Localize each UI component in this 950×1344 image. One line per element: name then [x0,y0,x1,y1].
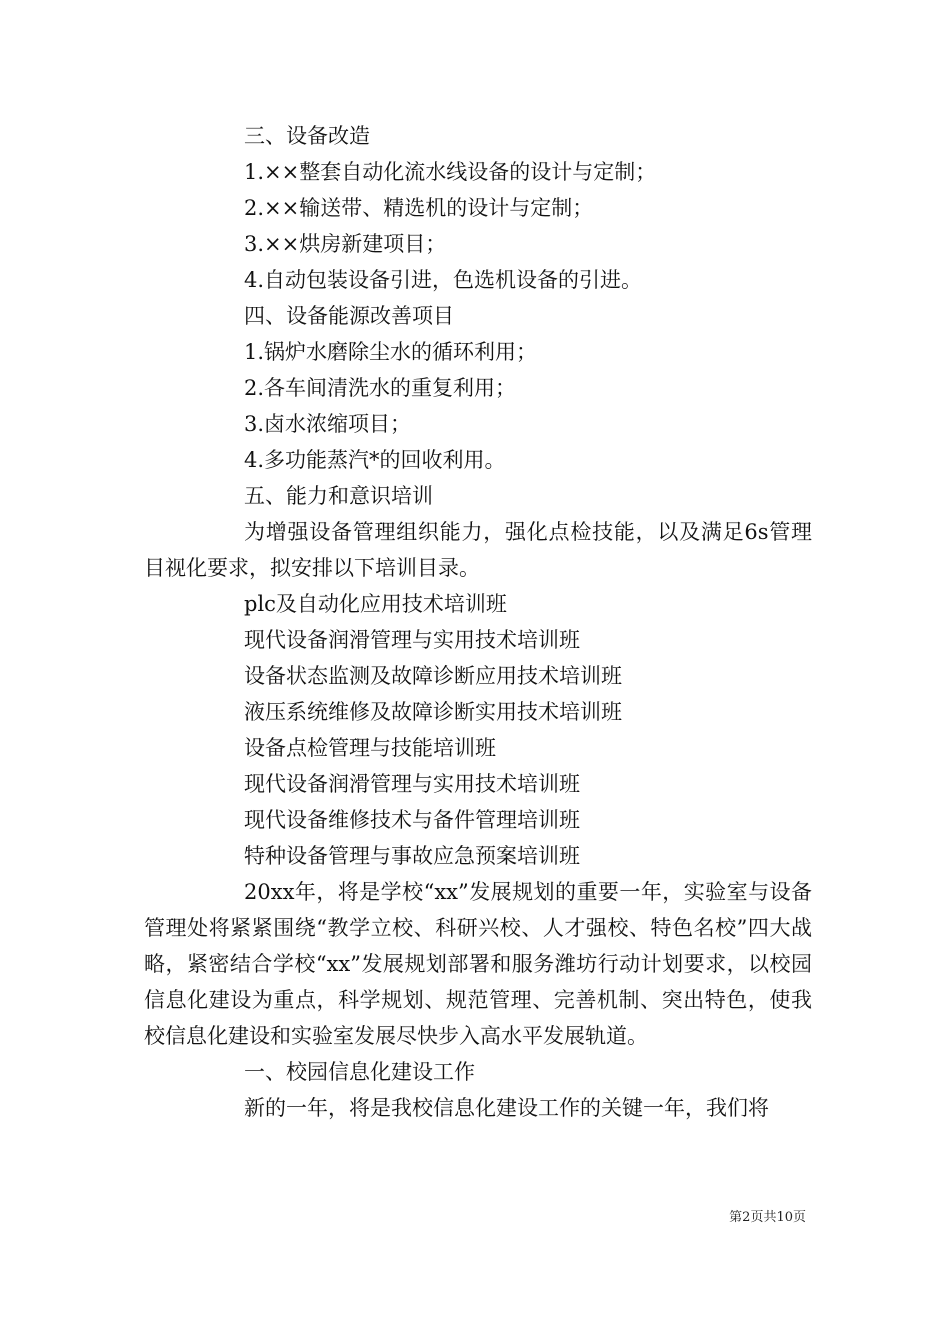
list-item: 4.多功能蒸汽*的回收利用。 [244,448,506,472]
training-item: plc及自动化应用技术培训班 [244,592,507,616]
training-item: 现代设备维修技术与备件管理培训班 [244,808,580,832]
training-item: 液压系统维修及故障诊断实用技术培训班 [244,700,622,724]
section-heading-training: 五、能力和意识培训 [244,484,433,508]
training-item: 现代设备润滑管理与实用技术培训班 [244,628,580,652]
list-item: 4.自动包装设备引进，色选机设备的引进。 [244,268,643,292]
training-item: 特种设备管理与事故应急预案培训班 [244,844,580,868]
section-heading-equipment-renovation: 三、设备改造 [244,124,370,148]
training-item: 设备点检管理与技能培训班 [244,736,496,760]
document-body [144,118,812,1126]
list-item: 2.各车间清洗水的重复利用； [244,376,517,400]
list-item: 1.××整套自动化流水线设备的设计与定制； [244,160,657,184]
training-item: 现代设备润滑管理与实用技术培训班 [244,772,580,796]
section-heading-campus-it: 一、校园信息化建设工作 [244,1060,475,1084]
list-item: 3.卤水浓缩项目； [244,412,412,436]
plan-paragraph: 20xx年，将是学校“xx”发展规划的重要一年，实验室与设备管理处将紧紧围绕“教学立校、科研兴校、人才强校、特色名校”四大战略，紧密结合学校“xx”发展规划部署和服务潍坊行动计划要求，以校园信息化建设为重点，科学规划、规范管理、完善机制、突出特色，使我校信息化建设和实验室发展尽快步入高水平发展轨道。 [144,880,812,1048]
page-number-footer: 第2页共10页 [729,1210,806,1225]
list-item: 2.××输送带、精选机的设计与定制； [244,196,594,220]
list-item: 1.锅炉水磨除尘水的循环利用； [244,340,538,364]
section-heading-energy-improvement: 四、设备能源改善项目 [244,304,454,328]
training-item: 设备状态监测及故障诊断应用技术培训班 [244,664,622,688]
list-item: 3.××烘房新建项目； [244,232,447,256]
training-intro-paragraph: 为增强设备管理组织能力，强化点检技能，以及满足6s管理目视化要求，拟安排以下培训目录。 [144,520,812,580]
body-text-line: 新的一年，将是我校信息化建设工作的关键一年，我们将 [244,1096,769,1120]
